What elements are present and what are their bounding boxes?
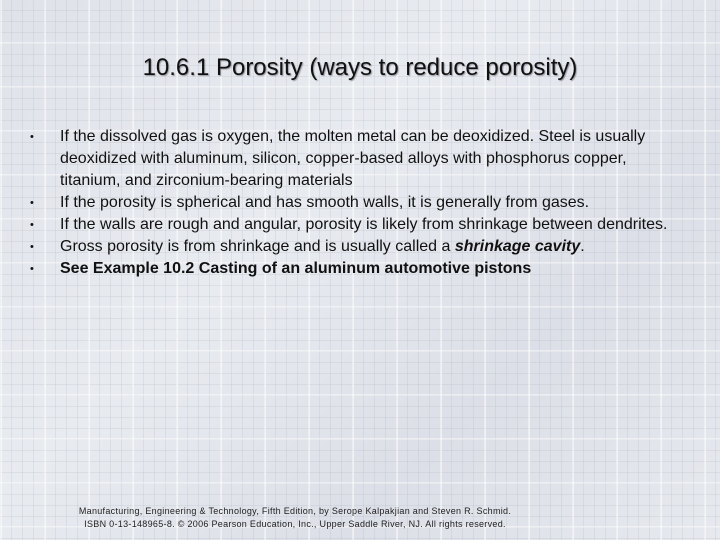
example-reference-text: See Example 10.2 Casting of an aluminum automotive pistons	[60, 260, 532, 277]
footer-line-isbn: ISBN 0-13-148965-8. © 2006 Pearson Education, Inc., Upper Saddle River, NJ. All rights reserved.	[84, 519, 506, 529]
footer-line-book: Manufacturing, Engineering & Technology, Fifth Edition, by Serope Kalpakjian and Steven R. Schmid.	[78, 506, 512, 516]
copyright-footer	[40, 505, 550, 531]
bullet-text-end: .	[580, 238, 585, 255]
bullet-text: If the dissolved gas is oxygen, the molten metal can be deoxidized. Steel is usually deoxidized with aluminum, silicon, copper-based alloys with phosphorus copper, titanium, and zirconium-bearing materials	[60, 128, 646, 189]
bullet-item-deoxidize	[28, 126, 678, 192]
bullet-dot-icon: •	[30, 219, 34, 231]
bullet-dot-icon: •	[30, 241, 34, 253]
bullet-dot-icon: •	[30, 263, 34, 275]
shrinkage-cavity-term: shrinkage cavity	[454, 238, 581, 255]
bullet-dot-icon: •	[30, 197, 34, 209]
bullet-item-gross-porosity	[28, 236, 678, 258]
bullet-item-rough-walls	[28, 214, 678, 236]
bullet-item-spherical-porosity	[28, 192, 678, 214]
bullet-text: If the porosity is spherical and has smooth walls, it is generally from gases.	[60, 194, 590, 211]
bullet-text: Gross porosity is from shrinkage and is usually called a	[60, 238, 455, 255]
bullet-dot-icon: •	[30, 131, 34, 143]
slide-title: 10.6.1 Porosity (ways to reduce porosity)	[142, 54, 578, 81]
bullet-list	[28, 126, 678, 280]
bullet-item-example-reference	[28, 258, 678, 280]
bullet-text: If the walls are rough and angular, porosity is likely from shrinkage between dendrites.	[60, 216, 668, 233]
